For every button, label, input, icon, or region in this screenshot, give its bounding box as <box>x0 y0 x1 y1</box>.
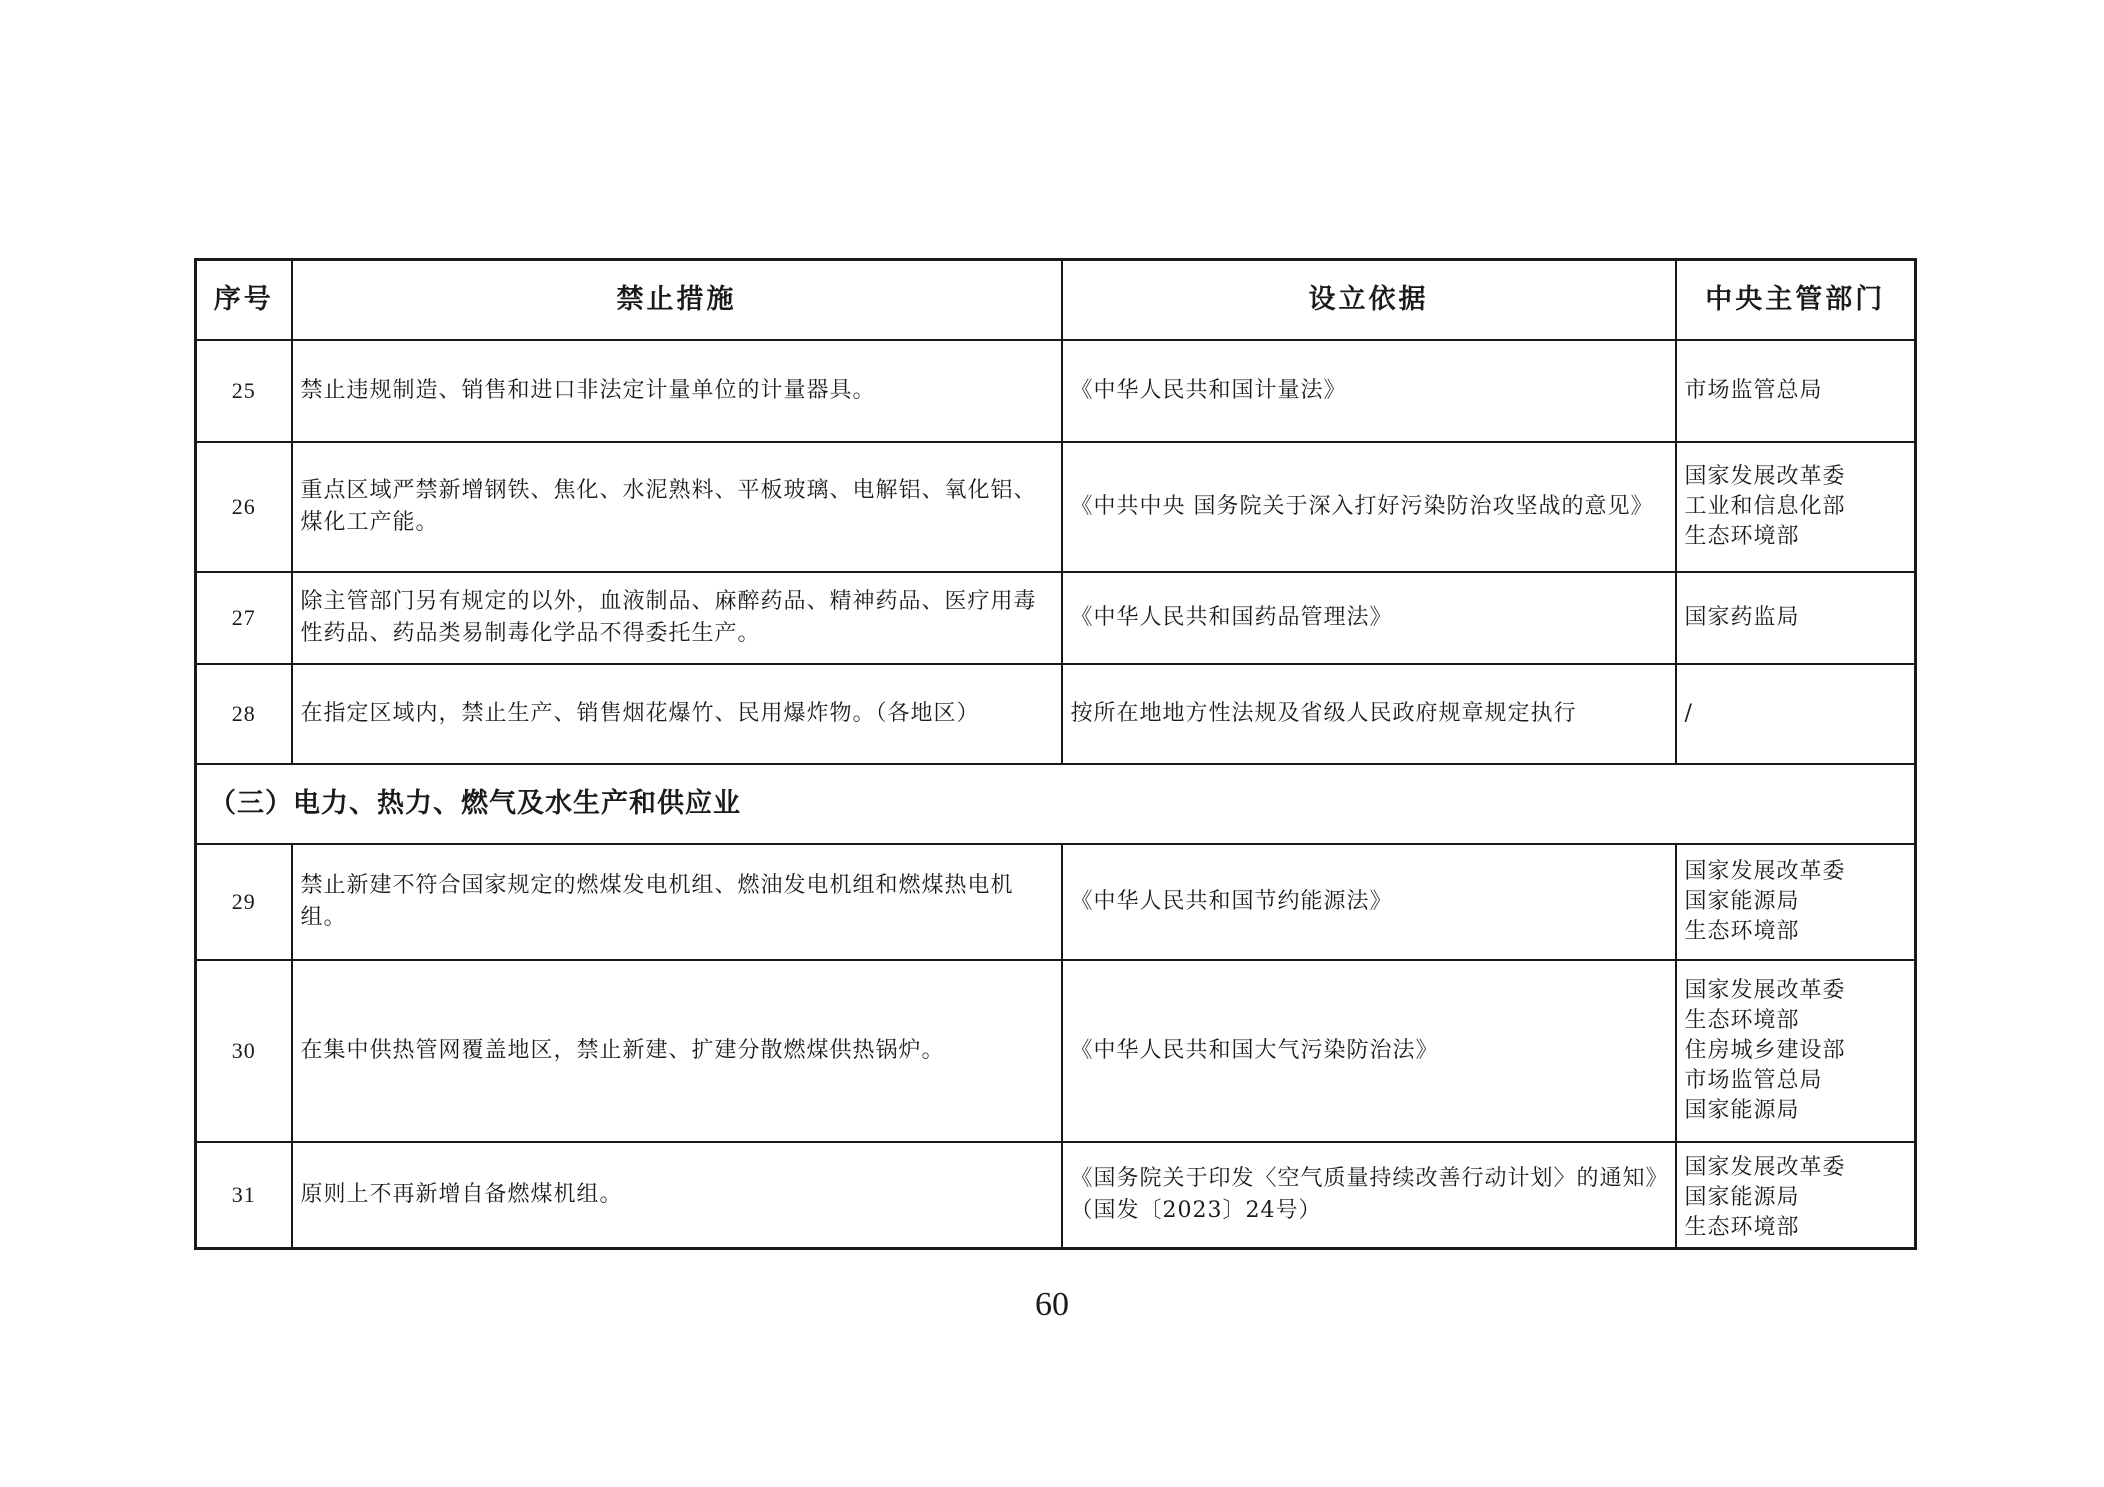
row-departments <box>1676 340 1916 442</box>
row-number: 25 <box>196 340 292 442</box>
department-name: 生态环境部 <box>1684 1008 1800 1033</box>
department-name: 市场监管总局 <box>1684 1068 1823 1093</box>
table-row <box>196 1142 1916 1248</box>
row-measure: 禁止违规制造、销售和进口非法定计量单位的计量器具。 <box>292 340 1062 442</box>
department-name: 生态环境部 <box>1684 919 1800 944</box>
table-row <box>196 844 1916 960</box>
row-number: 31 <box>196 1142 292 1248</box>
row-measure: 重点区域严禁新增钢铁、焦化、水泥熟料、平板玻璃、电解铝、氧化铝、煤化工产能。 <box>292 442 1062 572</box>
table-row <box>196 442 1916 572</box>
header-serial-number: 序号 <box>196 260 292 341</box>
section-header-row <box>196 764 1916 844</box>
row-number: 27 <box>196 572 292 664</box>
row-basis: 《中共中央 国务院关于深入打好污染防治攻坚战的意见》 <box>1062 442 1676 572</box>
department-name: 国家能源局 <box>1684 1098 1800 1123</box>
department-name: 市场监管总局 <box>1684 378 1823 403</box>
row-departments <box>1676 960 1916 1142</box>
row-measure: 在集中供热管网覆盖地区，禁止新建、扩建分散燃煤供热锅炉。 <box>292 960 1062 1142</box>
row-measure: 除主管部门另有规定的以外，血液制品、麻醉药品、精神药品、医疗用毒性药品、药品类易制毒化学品不得委托生产。 <box>292 572 1062 664</box>
table-row <box>196 960 1916 1142</box>
table-row <box>196 664 1916 764</box>
page-number: 60 <box>1035 1286 1069 1323</box>
table-header-row <box>196 260 1916 341</box>
department-name: 国家发展改革委 <box>1684 464 1846 489</box>
department-name: 生态环境部 <box>1684 524 1800 549</box>
department-name: 国家能源局 <box>1684 889 1800 914</box>
department-name: 工业和信息化部 <box>1684 494 1846 519</box>
row-departments <box>1676 572 1916 664</box>
department-name: 国家发展改革委 <box>1684 859 1846 884</box>
row-number: 30 <box>196 960 292 1142</box>
row-departments <box>1676 844 1916 960</box>
row-departments <box>1676 664 1916 764</box>
row-number: 26 <box>196 442 292 572</box>
row-departments <box>1676 1142 1916 1248</box>
department-name: 国家药监局 <box>1684 605 1800 630</box>
table-row <box>196 572 1916 664</box>
header-central-department: 中央主管部门 <box>1676 260 1916 341</box>
row-basis: 按所在地地方性法规及省级人民政府规章规定执行 <box>1062 664 1676 764</box>
row-basis: 《中华人民共和国节约能源法》 <box>1062 844 1676 960</box>
row-basis: 《中华人民共和国药品管理法》 <box>1062 572 1676 664</box>
row-basis: 《中华人民共和国大气污染防治法》 <box>1062 960 1676 1142</box>
row-basis: 《中华人民共和国计量法》 <box>1062 340 1676 442</box>
row-number: 29 <box>196 844 292 960</box>
department-name: 国家能源局 <box>1684 1184 1800 1210</box>
row-measure: 原则上不再新增自备燃煤机组。 <box>292 1142 1062 1248</box>
department-name: 生态环境部 <box>1684 1214 1800 1240</box>
department-name: 住房城乡建设部 <box>1684 1038 1846 1063</box>
prohibition-table-container <box>194 258 1914 1250</box>
row-basis: 《国务院关于印发〈空气质量持续改善行动计划〉的通知》（国发〔2023〕24号） <box>1062 1142 1676 1248</box>
department-name: 国家发展改革委 <box>1684 1154 1846 1180</box>
department-name: / <box>1684 701 1693 726</box>
header-legal-basis: 设立依据 <box>1062 260 1676 341</box>
department-name: 国家发展改革委 <box>1684 978 1846 1003</box>
prohibition-table <box>194 258 1917 1250</box>
row-number: 28 <box>196 664 292 764</box>
header-prohibition-measure: 禁止措施 <box>292 260 1062 341</box>
row-measure: 在指定区域内，禁止生产、销售烟花爆竹、民用爆炸物。（各地区） <box>292 664 1062 764</box>
table-row <box>196 340 1916 442</box>
section-title: （三）电力、热力、燃气及水生产和供应业 <box>196 764 1916 844</box>
row-measure: 禁止新建不符合国家规定的燃煤发电机组、燃油发电机组和燃煤热电机组。 <box>292 844 1062 960</box>
row-departments <box>1676 442 1916 572</box>
